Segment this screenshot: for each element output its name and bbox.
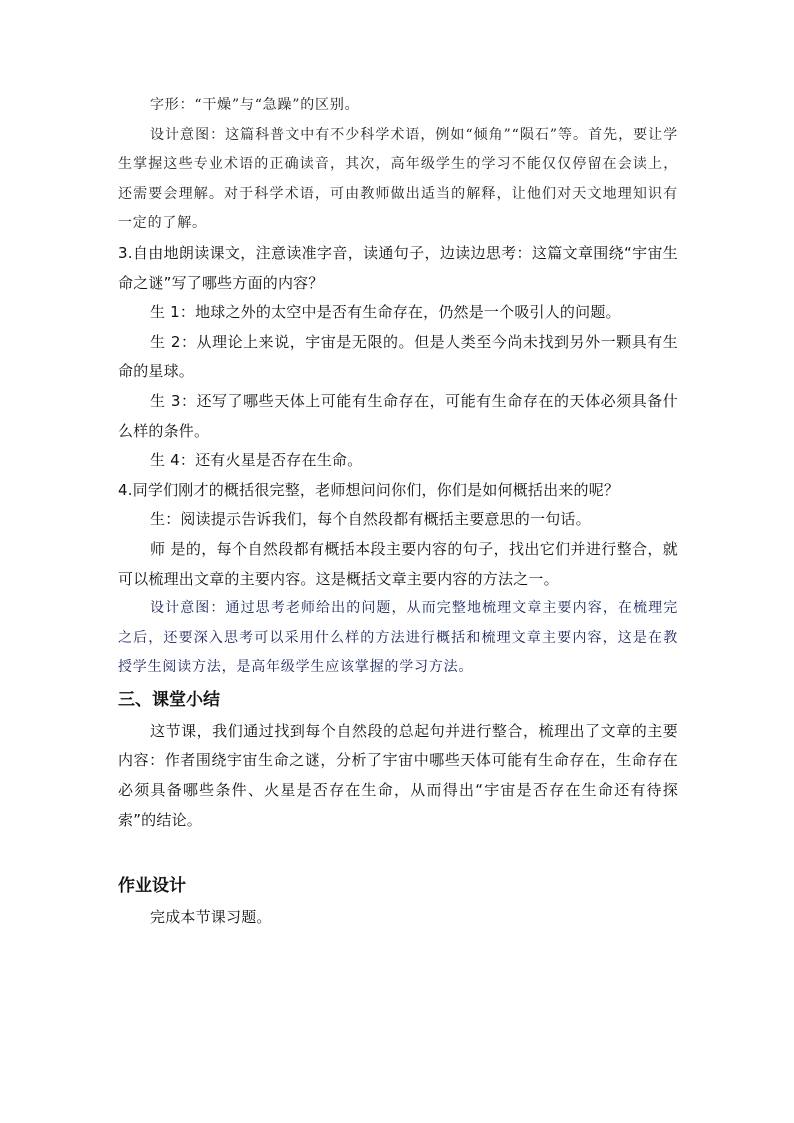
summary-paragraph: 这节课，我们通过找到每个自然段的总起句并进行整合，梳理出了文章的主要内容：作者围绕宇宙生命之谜，分析了宇宙中哪些天体可能有生命存在，生命存在必须具备哪些条件、火星是否存在生命，从而得出“宇宙是否存在生命还有待探索”的结论。 xyxy=(118,721,678,829)
section-heading-summary: 三、课堂小结 xyxy=(118,689,220,710)
teacher-reply: 师 是的，每个自然段都有概括本段主要内容的句子，找出它们并进行整合，就可以梳理出文章的主要内容。这是概括文章主要内容的方法之一。 xyxy=(118,539,678,588)
student-answer-4: 生 4：还有火星是否存在生命。 xyxy=(150,451,363,470)
student-answer-3: 生 3：还写了哪些天体上可能有生命存在，可能有生命存在的天体必须具备什么样的条件。 xyxy=(118,391,678,440)
design-intent-method: 设计意图：通过思考老师给出的问题，从而完整地梳理文章主要内容，在梳理完之后，还要深入思考可以采用什么样的方法进行概括和梳理文章主要内容，这是在教授学生阅读方法，是高年级学生应该掌握的学习方法。 xyxy=(118,600,678,676)
student-answer-2: 生 2：从理论上来说，宇宙是无限的。但是人类至今尚未找到另外一颗具有生命的星球。 xyxy=(118,332,678,381)
question-4: 4.同学们刚才的概括很完整，老师想问问你们，你们是如何概括出来的呢？ xyxy=(118,480,620,499)
design-intent-terms: 设计意图：这篇科普文中有不少科学术语，例如“倾角”“陨石”等。首先，要让学生掌握这些专业术语的正确读音，其次，高年级学生的学习不能仅仅停留在会读上，还需要会理解。对于科学术语，可由教师做出适当的解释，让他们对天文地理知识有一定的了解。 xyxy=(118,126,678,232)
student-answer-1: 生 1：地球之外的太空中是否有生命存在，仍然是一个吸引人的问题。 xyxy=(150,303,621,322)
section-heading-homework: 作业设计 xyxy=(118,876,186,897)
glyph-note: 字形：“干燥”与“急躁”的区别。 xyxy=(150,97,360,113)
student-reply: 生：阅读提示告诉我们，每个自然段都有概括主要意思的一句话。 xyxy=(150,510,591,529)
question-3: 3.自由地朗读课文，注意读准字音，读通句子，边读边思考：这篇文章围绕“宇宙生命之谜”写了哪些方面的内容？ xyxy=(118,243,678,292)
homework-paragraph: 完成本节课习题。 xyxy=(150,908,272,927)
document-body xyxy=(118,91,678,933)
